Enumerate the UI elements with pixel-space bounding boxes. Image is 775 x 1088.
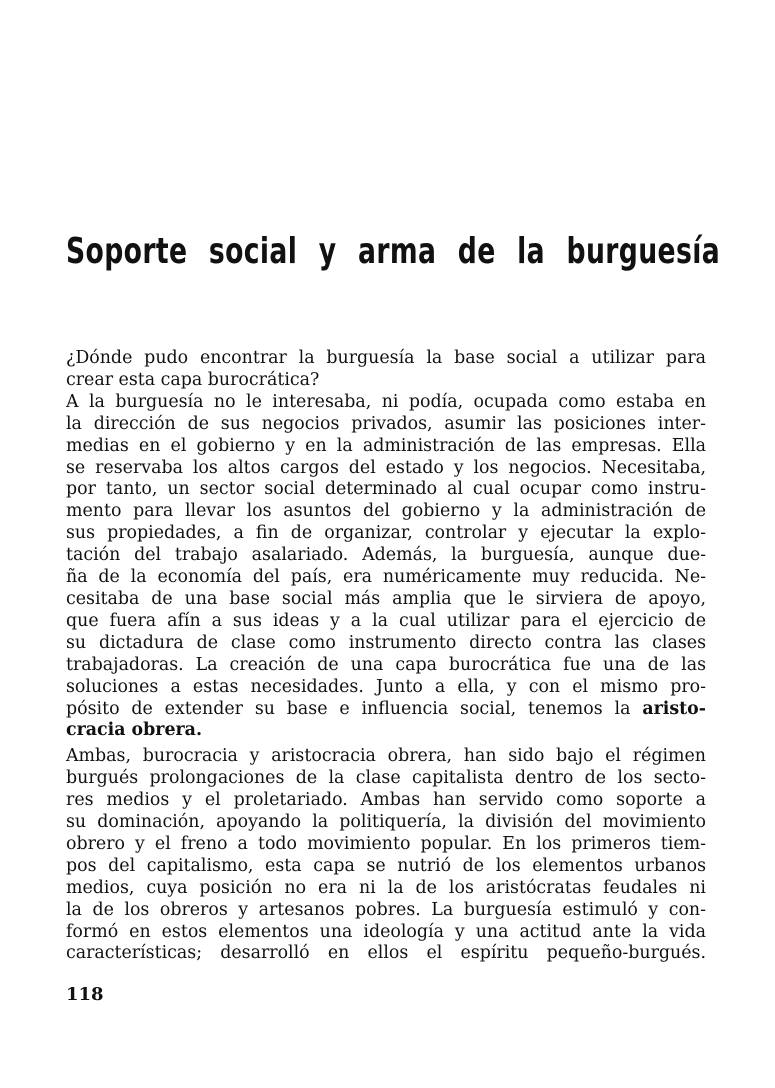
text-line: se reservaba los altos cargos del estado y los negocios. Necesitaba, bbox=[66, 457, 706, 478]
text-line: tación del trabajo asalariado. Además, la burguesía, aunque due- bbox=[66, 545, 706, 566]
page-number: 118 bbox=[66, 984, 104, 1005]
paragraph-1 bbox=[66, 348, 706, 742]
text-line: pos del capitalismo, esta capa se nutrió de los elementos urbanos bbox=[66, 855, 706, 876]
text-line: sus propiedades, a fin de organizar, controlar y ejecutar la explo- bbox=[66, 523, 706, 544]
text-line: por tanto, un sector social determinado al cual ocupar como instru- bbox=[66, 479, 706, 500]
text-line: soluciones a estas necesidades. Junto a ella, y con el mismo pro- bbox=[66, 676, 706, 697]
text-line: medias en el gobierno y en la administración de las empresas. Ella bbox=[66, 435, 706, 456]
text-line: su dictadura de clase como instrumento directo contra las clases bbox=[66, 632, 706, 653]
text-line: mento para llevar los asuntos del gobierno y la administración de bbox=[66, 501, 706, 522]
text-line-start: pósito de extender su base e influencia social, tenemos la bbox=[66, 698, 631, 719]
text-line: su dominación, apoyando la politiquería, la división del movimiento bbox=[66, 812, 706, 833]
bold-term-start: aristo- bbox=[642, 698, 706, 719]
bold-term-end: cracia obrera. bbox=[66, 720, 203, 741]
text-line: burgués prolongaciones de la clase capitalista dentro de los secto- bbox=[66, 768, 706, 789]
text-line: ña de la economía del país, era numéricamente muy reducida. Ne- bbox=[66, 567, 706, 588]
text-line: trabajadoras. La creación de una capa burocrática fue una de las bbox=[66, 654, 706, 675]
text-line: características; desarrolló en ellos el espíritu pequeño-burgués. bbox=[66, 943, 706, 964]
text-line: obrero y el freno a todo movimiento popular. En los primeros tiem- bbox=[66, 833, 706, 854]
text-line: formó en estos elementos una ideología y una actitud ante la vida bbox=[66, 921, 706, 942]
text-line: que fuera afín a sus ideas y a la cual utilizar para el ejercicio de bbox=[66, 610, 706, 631]
text-line: cesitaba de una base social más amplia que le sirviera de apoyo, bbox=[66, 588, 706, 609]
text-line: A la burguesía no le interesaba, ni podía, ocupada como estaba en bbox=[66, 391, 706, 412]
chapter-title: Soporte social y arma de la burguesía bbox=[66, 231, 721, 272]
paragraph-2 bbox=[66, 746, 706, 965]
text-line: ¿Dónde pudo encontrar la burguesía la base social a utilizar para bbox=[66, 348, 706, 368]
text-line: la de los obreros y artesanos pobres. La burguesía estimuló y con- bbox=[66, 899, 706, 920]
body-text bbox=[66, 348, 706, 965]
text-line: la dirección de sus negocios privados, asumir las posiciones inter- bbox=[66, 413, 706, 434]
text-line: crear esta capa burocrática? bbox=[66, 369, 320, 390]
text-line: Ambas, burocracia y aristocracia obrera, han sido bajo el régimen bbox=[66, 746, 706, 767]
text-line: medios, cuya posición no era ni la de los aristócratas feudales ni bbox=[66, 877, 706, 898]
text-line: res medios y el proletariado. Ambas han servido como soporte a bbox=[66, 790, 706, 811]
text-line bbox=[66, 699, 706, 721]
